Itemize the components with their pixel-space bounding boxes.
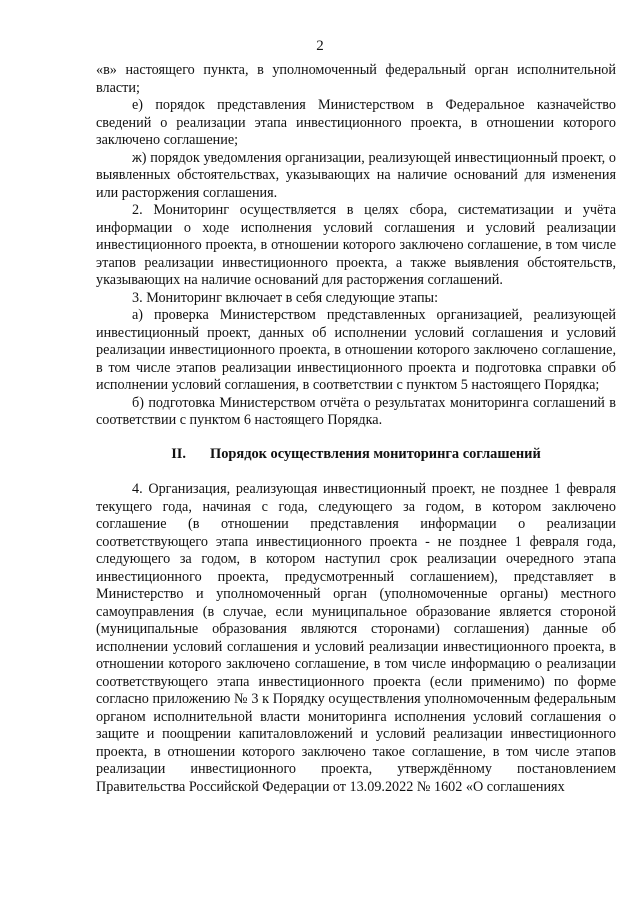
paragraph-clause-4: 4. Организация, реализующая инвестиционный проект, не позднее 1 февраля текущего года, начиная с года, следующего за годом, в котором заключено соглашение (в отношении представления информации о реализации соответствующего этапа инвестиционного проекта - не позднее 1 февраля года, следующего за годом, в котором наступил срок реализации очередного этапа инвестиционного проекта, предусмотренный соглашением), представляет в Министерство и уполномоченный орган (уполномоченные органы) местного самоуправления (в случае, если муниципальное образование является стороной (муниципальные образования являются сторонами) соглашения) данные об исполнении условий соглашения и условий реализации инвестиционного проекта, в отношении которого заключено соглашение, в том числе информацию о реализации соответствующего этапа инвестиционного проекта (если применимо) по форме согласно приложению № 3 к Порядку осуществления уполномоченным федеральным органом исполнительной власти мониторинга исполнения условий соглашения о защите и поощрении капиталовложений и условий реализации инвестиционного проекта, в отношении которого заключено такое соглашение, в том числе этапов реализации инвестиционного проекта, утверждённому постановлением Правительства Российской Федерации от 13.09.2022 № 1602 «О соглашениях [96,481,616,795]
paragraph-continuation: «в» настоящего пункта, в уполномоченный федеральный орган исполнительной власти; [96,62,616,96]
paragraph-item-zh: ж) порядок уведомления организации, реализующей инвестиционный проект, о выявленных обстоятельствах, указывающих на наличие оснований для изменения или расторжения соглашения. [96,149,616,201]
section-heading [96,446,616,464]
paragraph-item-a: а) проверка Министерством представленных организацией, реализующей инвестиционный проект, данных об исполнении условий соглашения и условий реализации инвестиционного проекта, в отношении которого заключено соглашение, в том числе этапов реализации инвестиционного проекта и подготовка справки об исполнении условий соглашения, в соответствии с пунктом 5 настоящего Порядка; [96,307,616,393]
page-number: 2 [316,38,324,54]
document-body [96,62,616,796]
paragraph-item-b: б) подготовка Министерством отчёта о результатах мониторинга соглашений в соответствии с пунктом 6 настоящего Порядка. [96,394,616,428]
paragraph-clause-3: 3. Мониторинг включает в себя следующие этапы: [132,289,439,306]
paragraph-item-e: е) порядок представления Министерством в Федеральное казначейство сведений о реализации этапа инвестиционного проекта, в отношении которого заключено соглашение; [96,97,616,148]
paragraph-clause-2: 2. Мониторинг осуществляется в целях сбора, систематизации и учёта информации о ходе исполнения условий соглашения и условий реализации инвестиционного проекта, в отношении которого заключено соглашение, в том числе этапов реализации инвестиционного проекта, а также выявления обстоятельств, указывающих на наличие оснований для расторжения соглашений. [96,202,616,288]
section-number: II. [171,445,187,462]
section-title: Порядок осуществления мониторинга соглашений [210,445,541,462]
